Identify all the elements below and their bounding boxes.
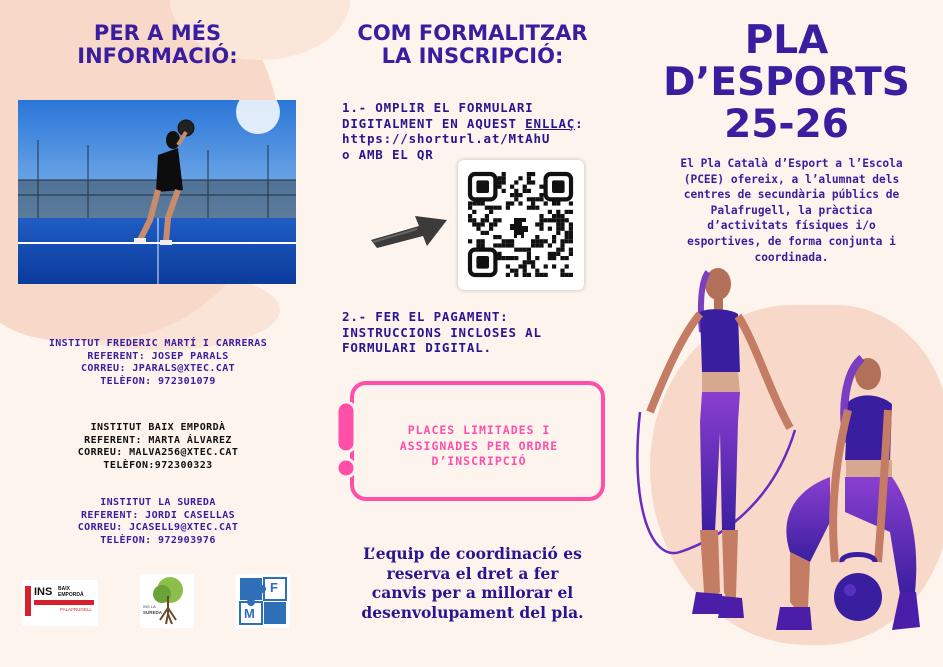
arrow-right-icon [367, 196, 451, 252]
limited-places-text [394, 423, 564, 470]
athletes-illustration [630, 262, 943, 662]
note-line2: reserva el dret a fer [386, 563, 559, 583]
desc-line6: esportives, de forma conjunta i [687, 234, 896, 248]
desc-line2: (PCEE) ofereix, a l’alumnat dels [683, 172, 900, 186]
step-1-colon: : [575, 115, 584, 131]
qr-code-pattern [458, 160, 584, 290]
institution-1-phone: TELÈFON: 972301079 [100, 375, 216, 387]
step-1-line2 [342, 116, 583, 132]
coordination-note [345, 544, 600, 622]
step-1-line1: 1.- OMPLIR EL FORMULARI [342, 100, 534, 115]
title-panel [630, 0, 943, 667]
info-heading-line2: INFORMACIÓ: [77, 44, 238, 68]
step-1-line4: o AMB EL QR [342, 146, 434, 162]
registration-heading [315, 22, 630, 68]
form-link[interactable]: ENLLAÇ [525, 115, 576, 131]
step-2-line1: 2.- FER EL PAGAMENT: [342, 309, 509, 324]
note-line3: canvis per a millorar el [371, 583, 574, 602]
desc-line3: centres de secundària públics de [683, 188, 900, 202]
logo-ins-text: INS [34, 586, 53, 598]
logo-ins-sub2: EMPORDÀ [58, 592, 84, 598]
ins-la-sureda-logo [140, 574, 194, 628]
institution-3-name: INSTITUT LA SUREDA [100, 497, 216, 508]
plan-description [650, 156, 933, 265]
step-1 [342, 100, 583, 162]
logo-ins-city: PALAFRUGELL [60, 607, 92, 612]
logo-ins-sub1: BAIX [58, 586, 70, 592]
notice-line1: PLACES LIMITADES I [407, 423, 551, 437]
desc-line7: coordinada. [754, 250, 829, 264]
institution-3-phone: TELÈFON: 972903976 [100, 534, 216, 546]
institution-3-referent: REFERENT: JORDI CASELLAS [80, 509, 236, 521]
info-heading [0, 22, 315, 68]
registration-panel [315, 0, 630, 667]
desc-line1: El Pla Català d’Esport a l’Escola [680, 157, 903, 170]
qr-code[interactable] [458, 160, 584, 290]
padel-court-illustration [18, 100, 296, 284]
institution-1 [8, 338, 308, 388]
step-2 [342, 309, 542, 356]
note-line4: desenvolupament del pla. [361, 602, 584, 622]
institution-1-email[interactable]: CORREU: JPARALS@XTEC.CAT [80, 363, 236, 375]
institution-1-referent: REFERENT: JOSEP PARALS [87, 350, 229, 362]
exclamation-icon [333, 402, 359, 478]
info-panel [0, 0, 315, 667]
note-line1: L’equip de coordinació es [363, 544, 582, 563]
desc-line5: d’activitats físiques i/o [707, 219, 876, 233]
institution-2-phone: TELÈFON:972300323 [103, 459, 213, 471]
step-1-line2-text: DIGITALMENT EN AQUEST [342, 115, 526, 131]
info-heading-line1: PER A MÉS [93, 21, 222, 45]
desc-line4: Palafrugell, la pràctica [710, 203, 873, 217]
padel-player-photo [18, 100, 296, 284]
main-title-line2: D’ESPORTS [663, 60, 910, 105]
main-title-line1: PLA [744, 18, 829, 63]
main-title-line3: 25-26 [724, 102, 849, 147]
step-2-line3: FORMULARI DIGITAL. [342, 340, 492, 355]
form-url-link[interactable]: https://shorturl.at/MtAhU [342, 131, 551, 146]
logo-sureda-line2: SUREDA [143, 610, 163, 615]
institution-3-email[interactable]: CORREU: JCASELL9@XTEC.CAT [77, 522, 239, 534]
notice-line3: D’INSCRIPCIÓ [431, 454, 527, 468]
institution-2-referent: REFERENT: MARTA ÁLVAREZ [84, 434, 232, 446]
institution-2 [8, 422, 308, 472]
logo-fm-f: F [270, 580, 278, 595]
limited-places-notice [350, 381, 605, 501]
main-title [630, 20, 943, 146]
institution-1-name: INSTITUT FREDERIC MARTÍ I CARRERAS [48, 338, 268, 349]
registration-heading-line2: LA INSCRIPCIÓ: [381, 44, 564, 68]
institution-3 [8, 497, 308, 547]
step-2-line2: INSTRUCCIONS INCLOSES AL [342, 324, 542, 340]
institution-2-name: INSTITUT BAIX EMPORDÀ [90, 422, 226, 433]
notice-line2: ASSIGNADES PER ORDRE [399, 438, 559, 453]
logo-fm-m: M [244, 606, 255, 621]
logo-sureda-line1: INS LA [143, 604, 156, 609]
frederic-marti-logo [236, 574, 290, 628]
ins-baix-emporda-logo [22, 580, 98, 626]
institution-2-email[interactable]: CORREU: MALVA256@XTEC.CAT [77, 447, 239, 459]
tree-icon [140, 574, 194, 628]
registration-heading-line1: COM FORMALITZAR [357, 21, 588, 45]
